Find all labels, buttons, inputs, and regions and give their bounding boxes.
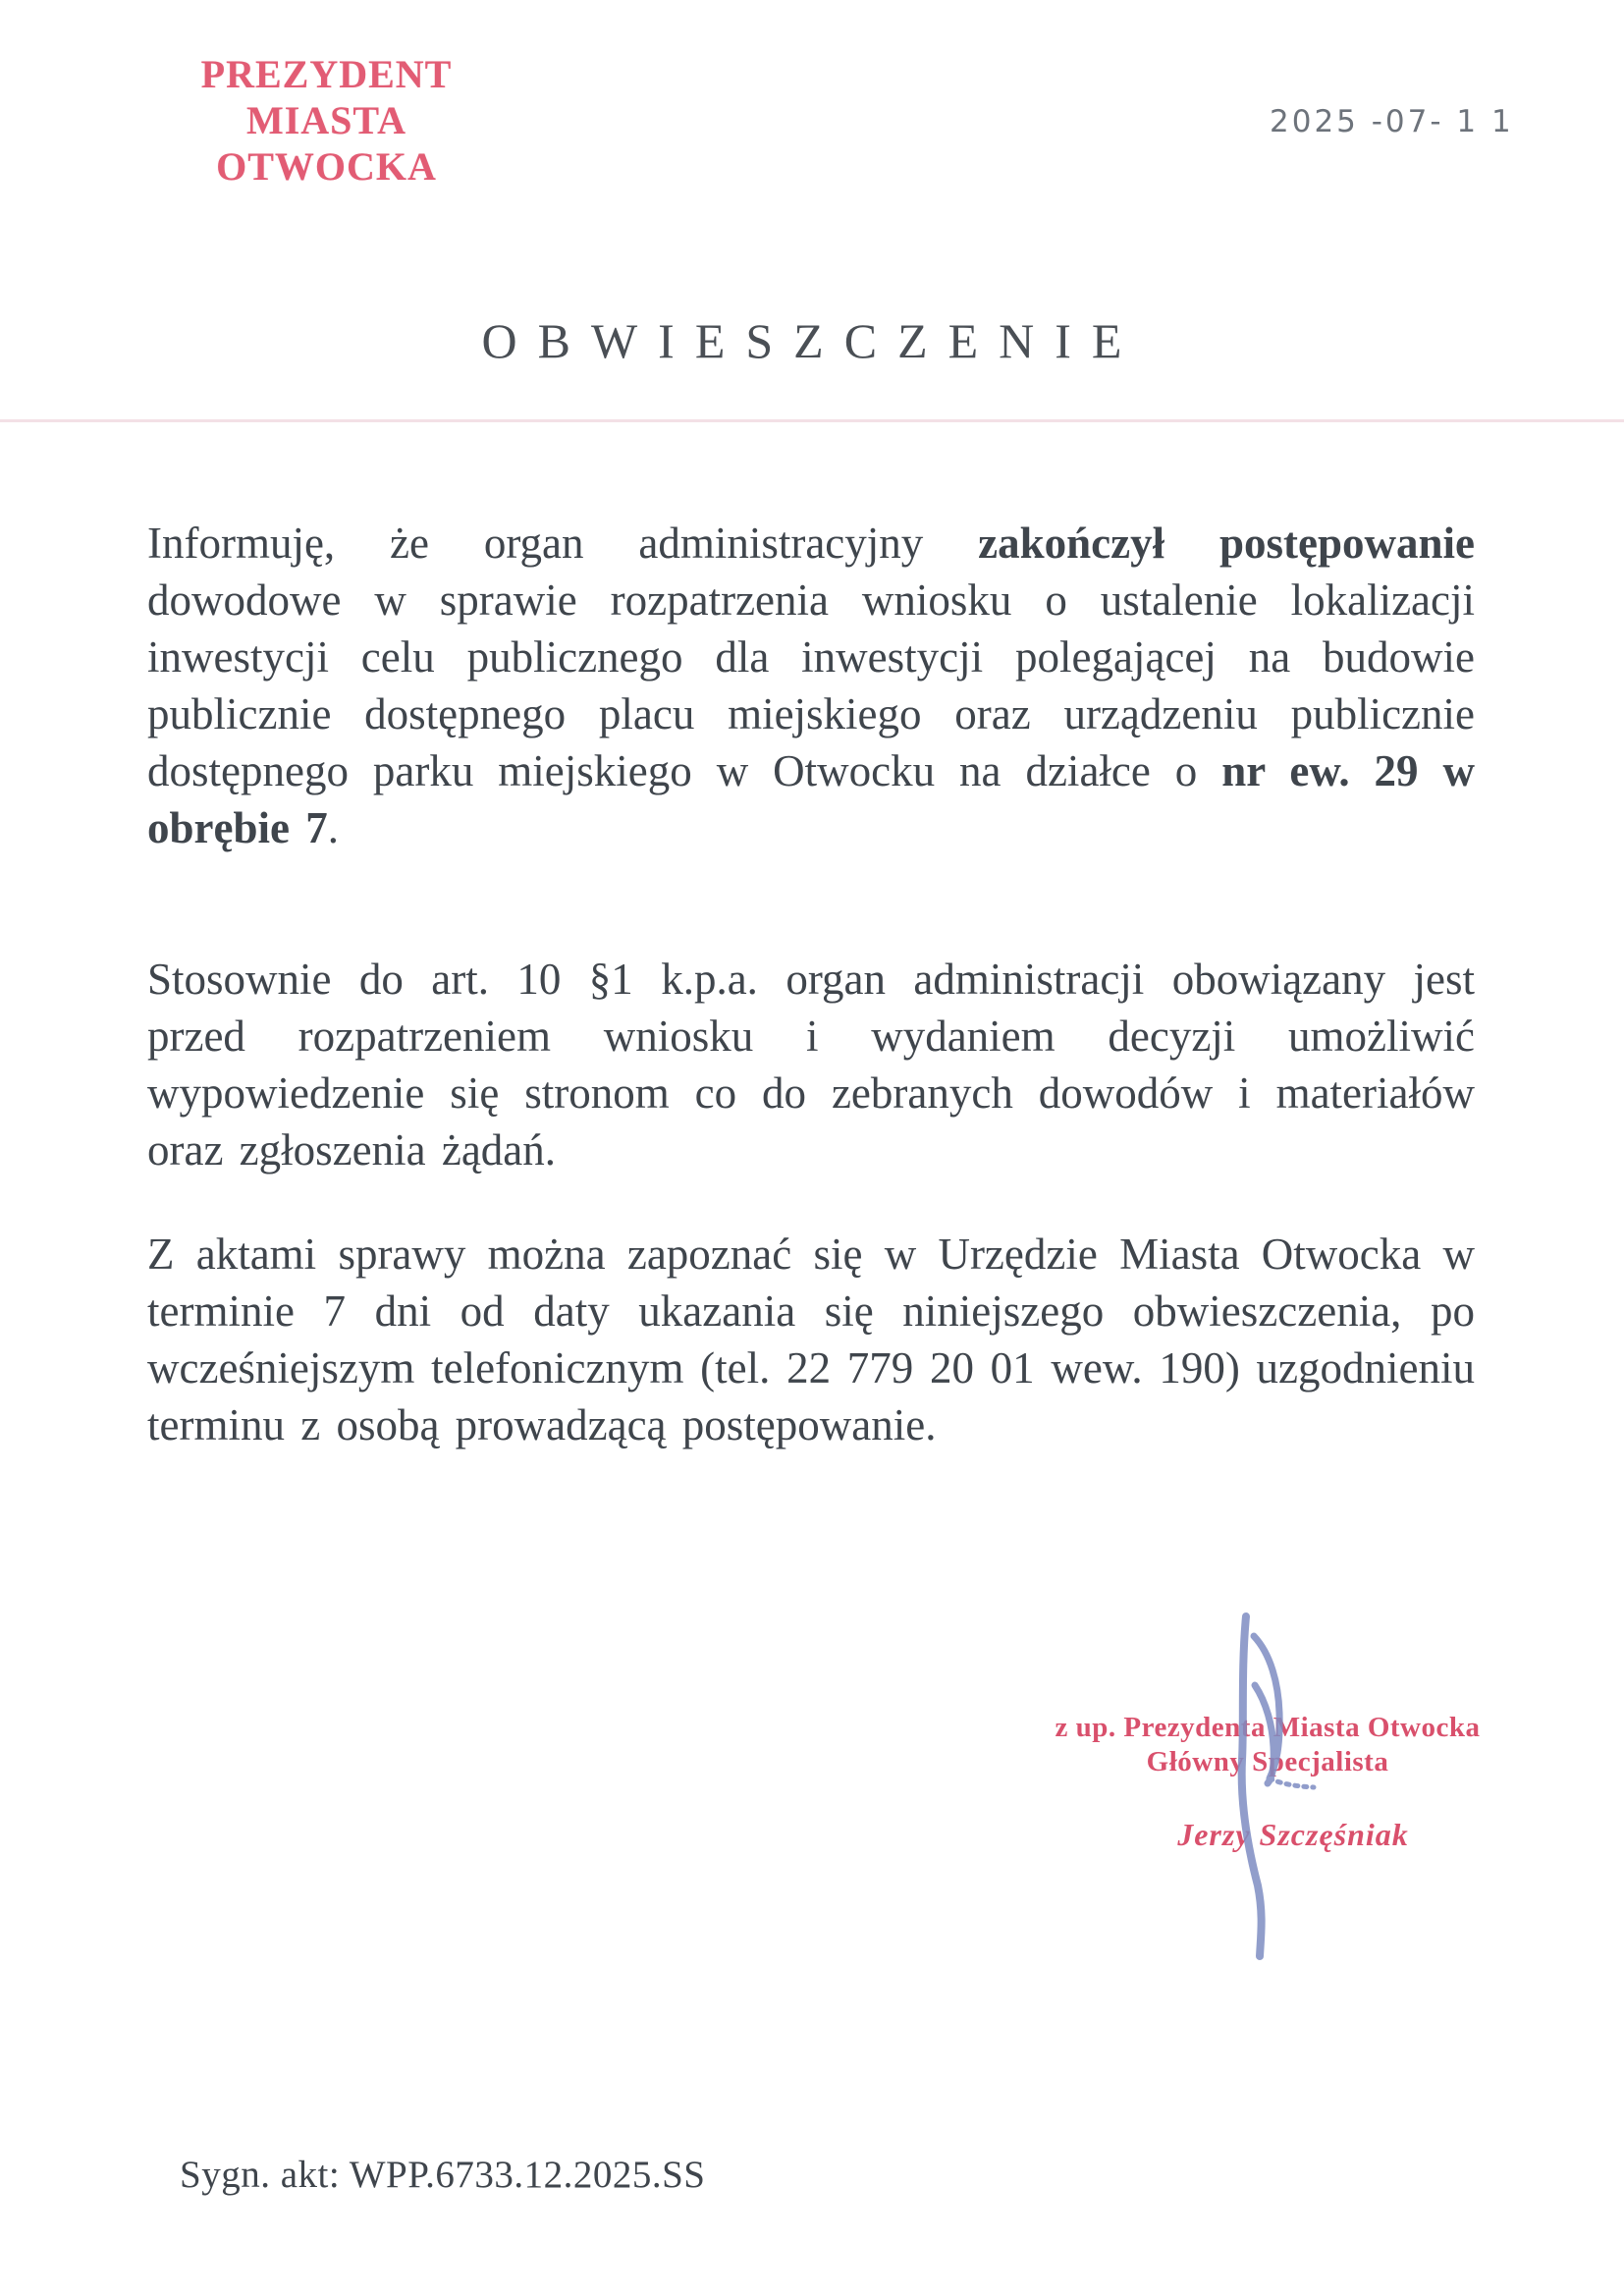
signature-stamp-line2: Główny Specjalista (1146, 1746, 1389, 1777)
paragraph-3: Z aktami sprawy można zapoznać się w Urzędzie Miasta Otwocka w terminie 7 dni od daty ukazania się niniejszego obwieszczenia, po wcześniejszym telefonicznym (tel. 22 779 20 01 wew. 190) uzgodnieniu terminu z osobą prowadzącą postępowanie. (147, 1230, 1475, 1449)
paragraph-1-period: . (327, 803, 339, 852)
signer-name-stamp: Jerzy Szczęśniak (1177, 1817, 1409, 1852)
office-header-stamp (142, 51, 511, 190)
case-reference: Sygn. akt: WPP.6733.12.2025.SS (180, 2154, 706, 2196)
signature-stroke-inner-loop (1255, 1685, 1273, 1783)
signature-stamp-line1: z up. Prezydenta Miasta Otwocka (1055, 1712, 1481, 1743)
signature-ink (1168, 1591, 1424, 1974)
paragraph-1-text: Informuję, że organ administracyjny (147, 519, 979, 568)
bold-emphasis-plot-number: nr ew. 29 w obrębie 7 (147, 746, 1475, 852)
date-stamp: 2025 -07- 1 1 (1270, 104, 1514, 139)
signature-stroke-main (1242, 1616, 1262, 1956)
signature-stroke-outer-tail (1270, 1778, 1314, 1787)
scan-divider-line (0, 419, 1624, 422)
office-header-stamp-line1: PREZYDENT (200, 52, 453, 96)
paragraph-2: Stosownie do art. 10 §1 k.p.a. organ administracji obowiązany jest przed rozpatrzeniem wniosku i wydaniem decyzji umożliwić wypowiedzenie się stronom co do zebranych dowodów i materiałów oraz zgłoszenia żądań. (147, 955, 1475, 1175)
document-title: OBWIESZCZENIE (481, 313, 1143, 368)
office-header-stamp-line2: MIASTA OTWOCKA (216, 98, 437, 189)
paragraph-1 (147, 515, 1475, 856)
paragraph-1-text-continued: dowodowe w sprawie rozpatrzenia wniosku o ustalenie lokalizacji inwestycji celu publicznego dla inwestycji polegającej na budowie publicznie dostępnego placu miejskiego oraz urządzeniu publicznie dostępnego parku miejskiego w Otwocku na działce o (147, 575, 1475, 795)
bold-emphasis-closed-proceedings: zakończył postępowanie (978, 519, 1475, 568)
